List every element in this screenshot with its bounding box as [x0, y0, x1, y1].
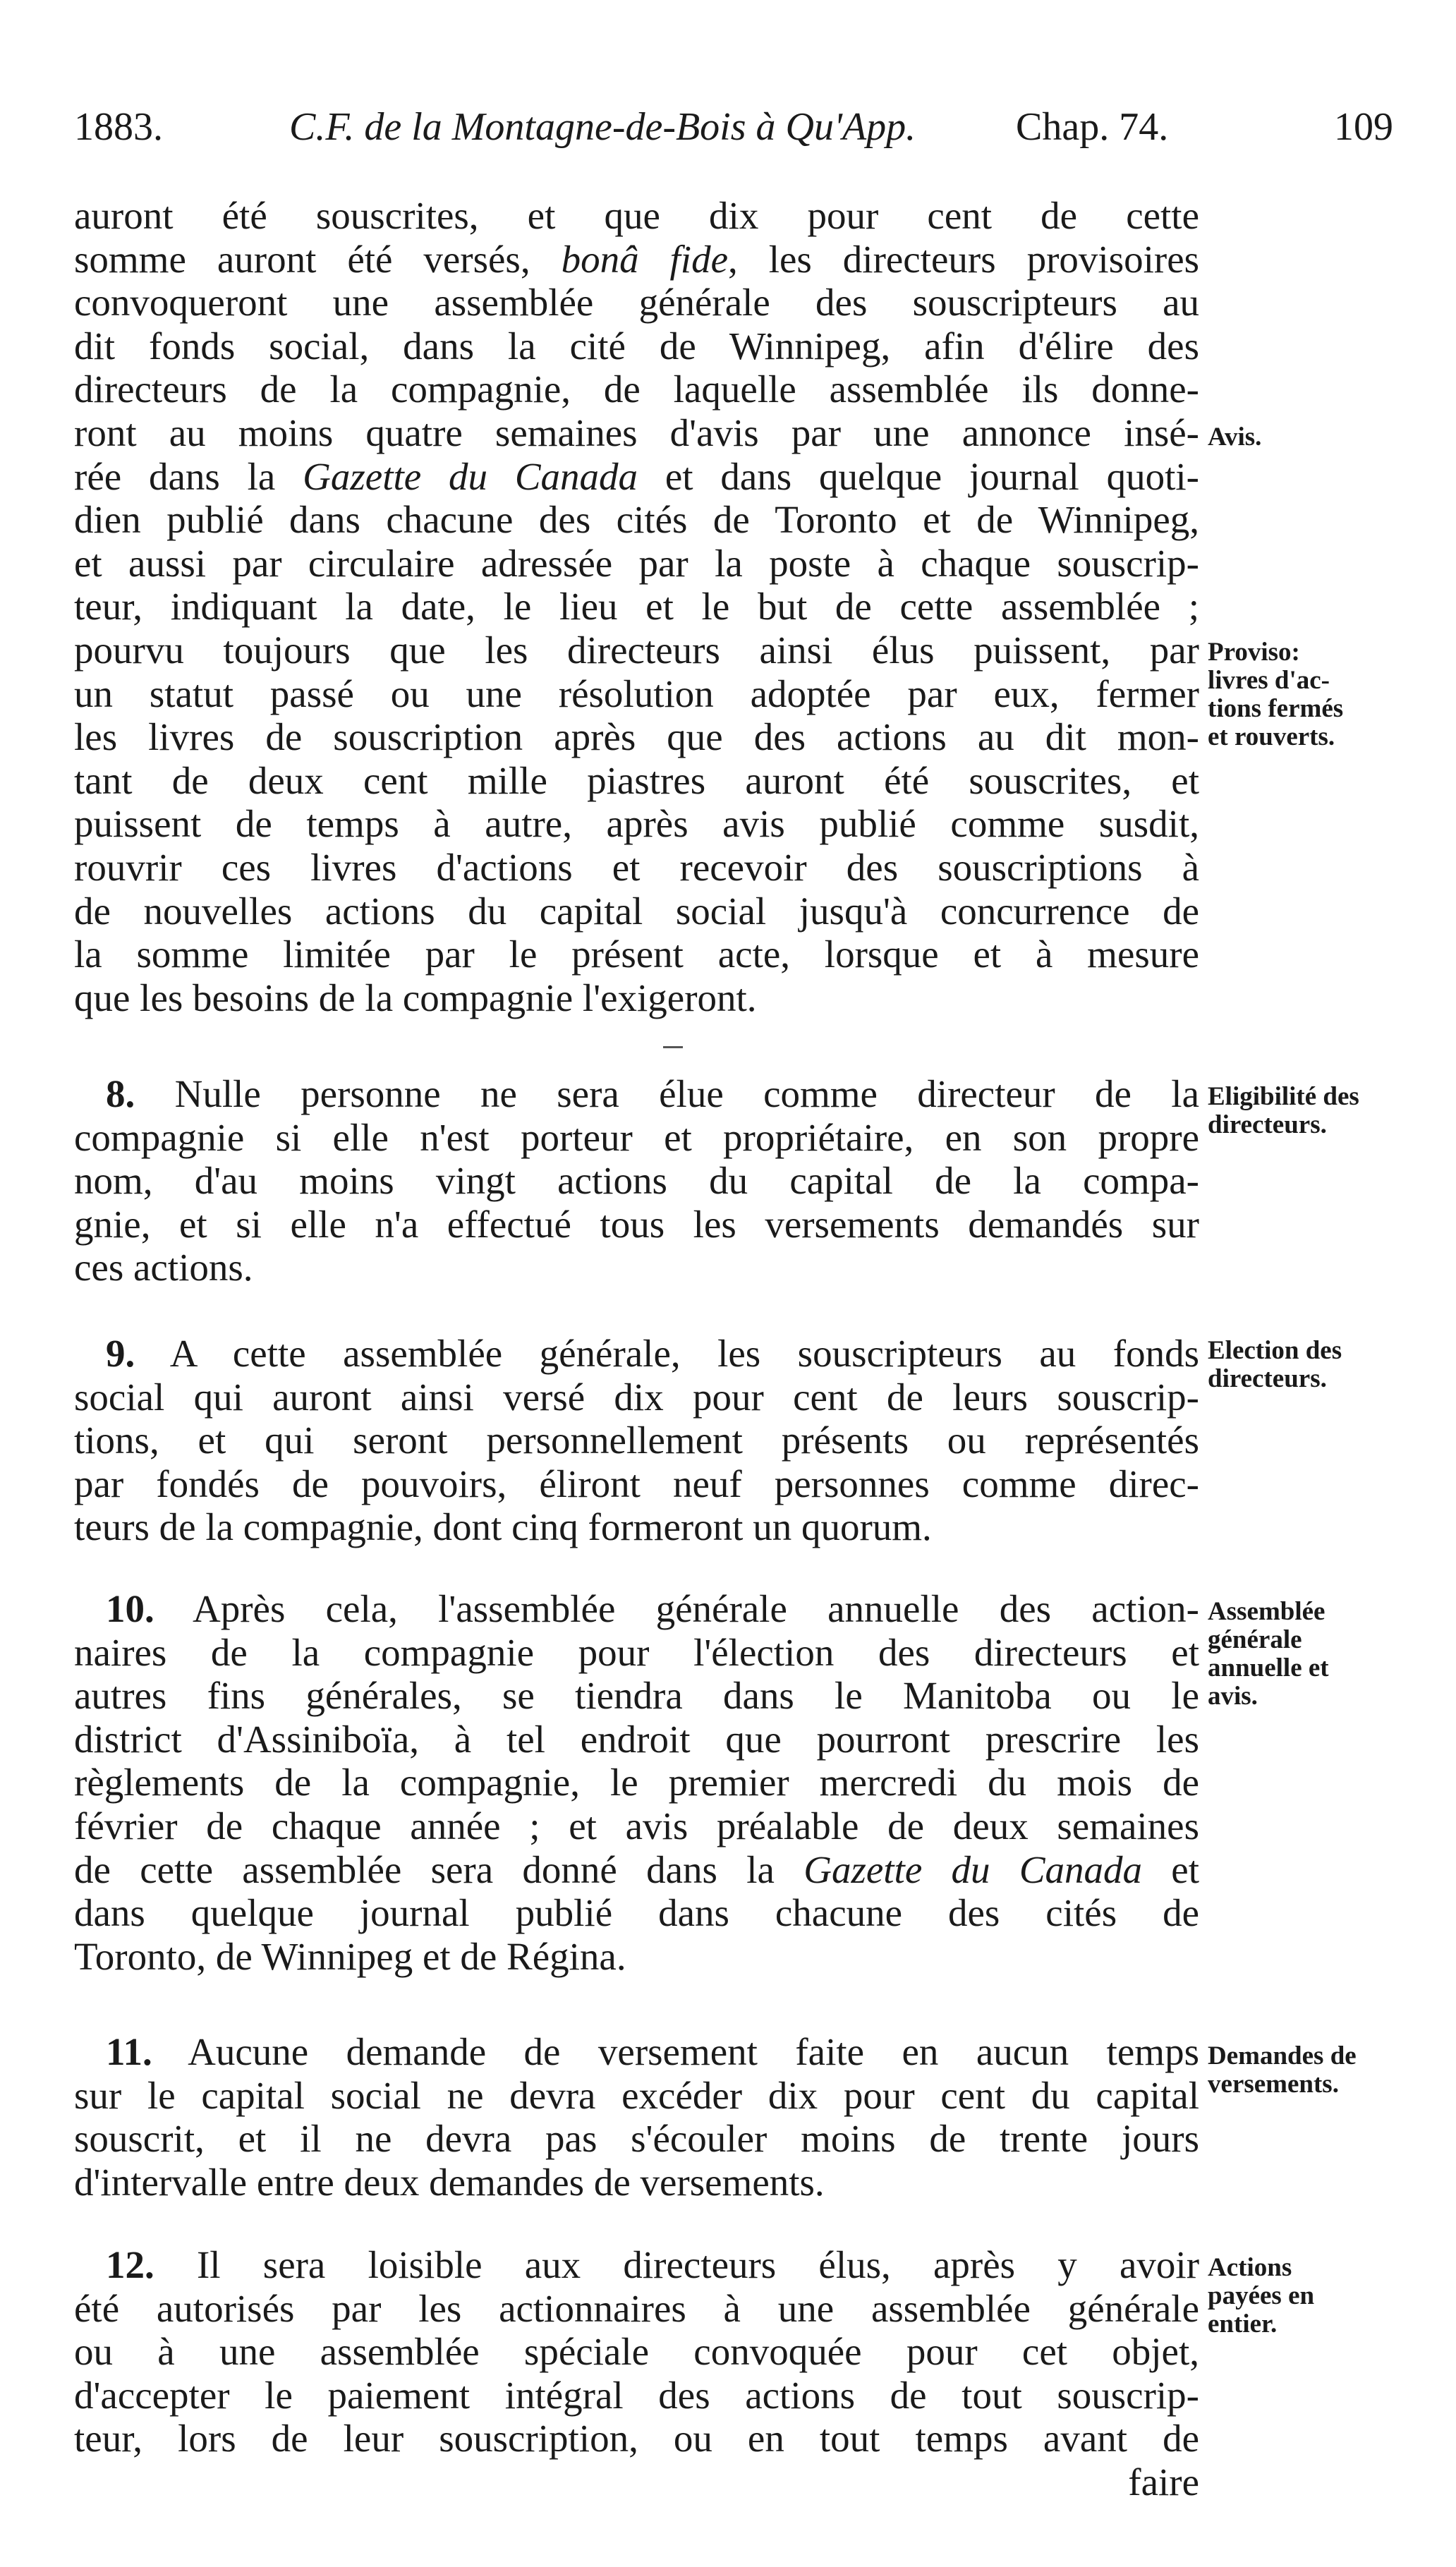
text-line	[74, 1332, 1199, 1376]
header-chapter: Chap. 74.	[1016, 105, 1169, 149]
section-number: 12.	[106, 2243, 154, 2286]
line-text: d'intervalle entre deux demandes de versements.	[74, 2160, 825, 2204]
text-line	[74, 1159, 1199, 1203]
text-line	[74, 2330, 1199, 2374]
text-line	[74, 1761, 1199, 1804]
line-text: souscrit, et il ne devra pas s'écouler moins de trente jours	[74, 2117, 1199, 2161]
line-text: somme auront été versés, bonâ fide, les directeurs provisoires	[74, 237, 1200, 281]
text-line	[74, 455, 1199, 499]
text-line	[74, 846, 1199, 890]
text-line	[74, 2030, 1199, 2074]
text-line	[74, 368, 1199, 411]
text-line	[74, 2243, 1199, 2287]
text-line	[74, 281, 1199, 324]
line-text: règlements de la compagnie, le premier mercredi du mois de	[74, 1761, 1199, 1804]
section-number: 8.	[106, 1072, 135, 1115]
text-line	[74, 194, 1199, 238]
line-text: gnie, et si elle n'a effectué tous les versements demandés sur	[74, 1202, 1199, 1246]
text-line	[74, 585, 1199, 629]
line-text: ront au moins quatre semaines d'avis par une annonce insé-	[74, 411, 1199, 454]
page-number: 109	[1334, 105, 1393, 149]
text-line	[74, 1376, 1199, 1419]
section-9	[74, 1332, 1199, 1549]
line-text: Aucune demande de versement faite en aucun temps	[188, 2030, 1199, 2073]
header-title: C.F. de la Montagne-de-Bois à Qu'App.	[289, 105, 916, 149]
text-line	[74, 2374, 1199, 2417]
line-text: dit fonds social, dans la cité de Winnipeg, afin d'élire des	[74, 324, 1199, 368]
text-line	[74, 1891, 1199, 1935]
text-line	[74, 1587, 1199, 1631]
margin-note-demandes: Demandes de versements.	[1208, 2041, 1357, 2099]
line-text: février de chaque année ; et avis préalable de deux semaines	[74, 1804, 1199, 1847]
section-number: 10.	[106, 1587, 154, 1630]
text-line	[74, 2074, 1199, 2118]
line-text: et aussi par circulaire adressée par la poste à chaque souscrip-	[74, 541, 1199, 585]
line-text: ces actions.	[74, 1246, 253, 1289]
text-line	[74, 715, 1199, 759]
line-text: d'accepter le paiement intégral des actions de tout souscrip-	[74, 2373, 1199, 2417]
text-line	[74, 2117, 1199, 2161]
line-text: sur le capital social ne devra excéder dix pour cent du capital	[74, 2073, 1199, 2117]
text-line	[74, 1718, 1199, 1761]
running-header	[74, 99, 1393, 155]
section-number: 11.	[106, 2030, 152, 2073]
text-line	[74, 976, 1199, 1020]
margin-note-proviso: Proviso: livres d'ac- tions fermés et rouverts.	[1208, 638, 1344, 751]
text-line	[74, 1505, 1199, 1549]
text-line	[74, 498, 1199, 542]
text-line	[74, 238, 1199, 281]
line-text: teur, indiquant la date, le lieu et le but de cette assemblée ;	[74, 585, 1199, 629]
line-text: tant de deux cent mille piastres auront été souscrites, et	[74, 758, 1199, 802]
text-line	[74, 1935, 1199, 1979]
line-text: de cette assemblée sera donné dans la Gazette du Canada et	[74, 1847, 1199, 1891]
line-text: rouvrir ces livres d'actions et recevoir des souscriptions à	[74, 845, 1199, 889]
text-line	[74, 933, 1199, 976]
line-text: teur, lors de leur souscription, ou en tout temps avant de	[74, 2417, 1199, 2460]
line-text: Il sera loisible aux directeurs élus, après y avoir	[196, 2243, 1200, 2286]
line-text: nom, d'au moins vingt actions du capital de la compa-	[74, 1159, 1199, 1203]
text-line	[74, 411, 1199, 455]
text-line	[74, 672, 1199, 716]
line-text: de nouvelles actions du capital social jusqu'à concurrence de	[74, 889, 1199, 933]
text-line	[74, 1631, 1199, 1675]
line-text: naires de la compagnie pour l'élection des directeurs et	[74, 1630, 1199, 1674]
text-line	[74, 2161, 1199, 2204]
text-line	[74, 542, 1199, 585]
line-text: teurs de la compagnie, dont cinq formeront un quorum.	[74, 1505, 932, 1549]
line-text: A cette assemblée générale, les souscripteurs au fonds	[169, 1332, 1199, 1375]
section-12	[74, 2243, 1199, 2504]
text-line	[74, 1203, 1199, 1246]
line-text: été autorisés par les actionnaires à une assemblée générale	[74, 2286, 1199, 2330]
line-text: social qui auront ainsi versé dix pour cent de leurs souscrip-	[74, 1375, 1199, 1419]
line-text: par fondés de pouvoirs, éliront neuf personnes comme direc-	[74, 1462, 1199, 1505]
text-line	[74, 1072, 1199, 1116]
line-text: tions, et qui seront personnellement présents ou représentés	[74, 1419, 1199, 1462]
margin-note-assemblee: Assemblée générale annuelle et avis.	[1208, 1597, 1329, 1711]
line-text: auront été souscrites, et que dix pour cent de cette	[74, 194, 1199, 237]
text-line	[74, 324, 1199, 368]
line-text: convoqueront une assemblée générale des souscripteurs au	[74, 281, 1199, 324]
text-line	[74, 629, 1199, 672]
line-text: rée dans la Gazette du Canada et dans quelque journal quoti-	[74, 454, 1199, 498]
text-line	[74, 759, 1199, 803]
section-number: 9.	[106, 1332, 135, 1375]
line-text: Nulle personne ne sera élue comme directeur de la	[174, 1072, 1199, 1115]
line-text: faire	[1128, 2460, 1199, 2504]
line-text: les livres de souscription après que des actions au dit mon-	[74, 715, 1199, 759]
line-text: directeurs de la compagnie, de laquelle assemblée ils donne-	[74, 368, 1199, 411]
text-line	[74, 1462, 1199, 1506]
text-line	[74, 2287, 1199, 2331]
line-text: dans quelque journal publié dans chacune des cités de	[74, 1891, 1199, 1935]
text-line	[74, 1246, 1199, 1289]
text-line	[74, 1419, 1199, 1462]
text-line	[74, 890, 1199, 933]
section-7-continuation	[74, 194, 1199, 1019]
text-line	[74, 2460, 1199, 2504]
line-text: autres fins générales, se tiendra dans le Manitoba ou le	[74, 1674, 1199, 1718]
margin-note-actions: Actions payées en entier.	[1208, 2253, 1315, 2338]
text-line	[74, 1804, 1199, 1848]
text-line	[74, 1674, 1199, 1718]
line-text: district d'Assiniboïa, à tel endroit que pourront prescrire les	[74, 1717, 1199, 1761]
margin-note-avis: Avis.	[1208, 423, 1262, 451]
line-text: Toronto, de Winnipeg et de Régina.	[74, 1934, 626, 1978]
text-line	[74, 802, 1199, 846]
section-11	[74, 2030, 1199, 2204]
section-10	[74, 1587, 1199, 1978]
section-8	[74, 1072, 1199, 1289]
line-text: compagnie si elle n'est porteur et propriétaire, en son propre	[74, 1115, 1199, 1159]
line-text: un statut passé ou une résolution adoptée par eux, fermer	[74, 672, 1199, 715]
line-text: Après cela, l'assemblée générale annuelle des action-	[193, 1587, 1199, 1630]
line-text: ou à une assemblée spéciale convoquée pour cet objet,	[74, 2330, 1199, 2374]
line-text: puissent de temps à autre, après avis publié comme susdit,	[74, 802, 1199, 846]
separator-mark	[663, 1046, 683, 1048]
margin-note-eligibilite: Eligibilité des directeurs.	[1208, 1082, 1359, 1139]
text-line	[74, 1116, 1199, 1160]
line-text: la somme limitée par le présent acte, lorsque et à mesure	[74, 933, 1199, 976]
header-year: 1883.	[74, 105, 163, 149]
margin-note-election: Election des directeurs.	[1208, 1336, 1342, 1393]
line-text: pourvu toujours que les directeurs ainsi élus puissent, par	[74, 628, 1199, 672]
text-line	[74, 2417, 1199, 2460]
text-line	[74, 1848, 1199, 1892]
line-text: que les besoins de la compagnie l'exigeront.	[74, 976, 757, 1019]
line-text: dien publié dans chacune des cités de Toronto et de Winnipeg,	[74, 498, 1199, 542]
